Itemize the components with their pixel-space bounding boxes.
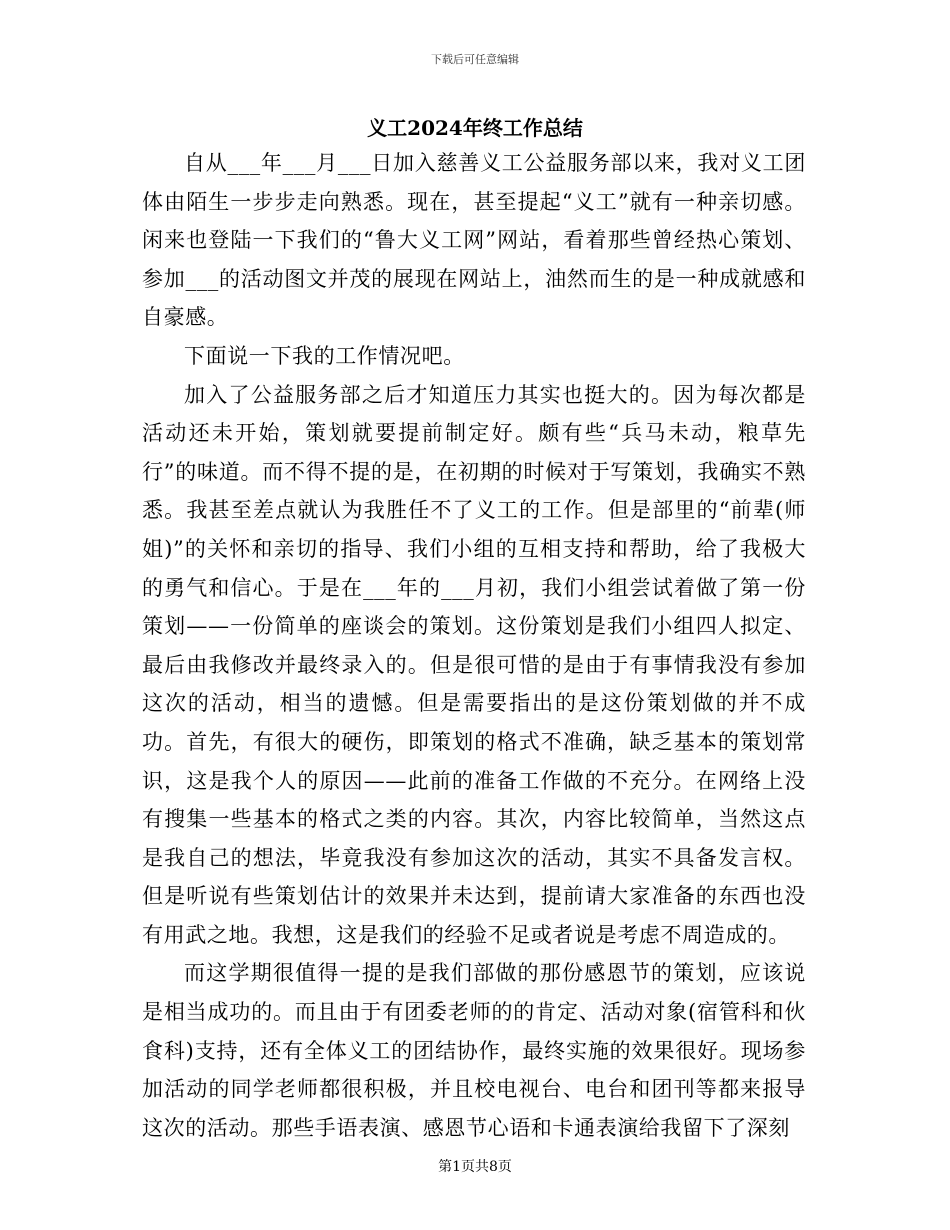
paragraph-1: 自从___年___月___日加入慈善义工公益服务部以来，我对义工团体由陌生一步步走向熟悉。现在，甚至提起“义工”就有一种亲切感。闲来也登陆一下我们的“鲁大义工网”网站，看着那些曾经热心策划、参加___的活动图文并茂的展现在网站上，油然而生的是一种成就感和自豪感。 <box>142 151 806 330</box>
document-title: 义工2024年终工作总结 <box>367 116 583 140</box>
paragraph-2: 下面说一下我的工作情况吧。 <box>184 343 465 368</box>
document-body <box>142 144 806 1147</box>
paragraph-3: 加入了公益服务部之后才知道压力其实也挺大的。因为每次都是活动还未开始，策划就要提前制定好。颇有些“兵马未动，粮草先行”的味道。而不得不提的是，在初期的时候对于写策划，我确实不熟悉。我甚至差点就认为我胜任不了义工的工作。但是部里的“前辈(师姐)”的关怀和亲切的指导、我们小组的互相支持和帮助，给了我极大的勇气和信心。于是在___年的___月初，我们小组尝试着做了第一份策划——一份简单的座谈会的策划。这份策划是我们小组四人拟定、最后由我修改并最终录入的。但是很可惜的是由于有事情我没有参加这次的活动，相当的遗憾。但是需要指出的是这份策划做的并不成功。首先，有很大的硬伤，即策划的格式不准确，缺乏基本的策划常识，这是我个人的原因——此前的准备工作做的不充分。在网络上没有搜集一些基本的格式之类的内容。其次，内容比较简单，当然这点是我自己的想法，毕竟我没有参加这次的活动，其实不具备发言权。但是听说有些策划估计的效果并未达到，提前请大家准备的东西也没有用武之地。我想，这是我们的经验不足或者说是考虑不周造成的。 <box>142 382 806 947</box>
page-number: 第1页共8页 <box>438 1159 512 1175</box>
paragraph-4: 而这学期很值得一提的是我们部做的那份感恩节的策划，应该说是相当成功的。而且由于有团委老师的的肯定、活动对象(宿管科和伙食科)支持，还有全体义工的团结协作，最终实施的效果很好。现场参加活动的同学老师都很积极，并且校电视台、电台和团刊等都来报导这次的活动。那些手语表演、感恩节心语和卡通表演给我留下了深刻 <box>142 961 806 1140</box>
page-header: 下载后可任意编辑 <box>431 53 519 66</box>
